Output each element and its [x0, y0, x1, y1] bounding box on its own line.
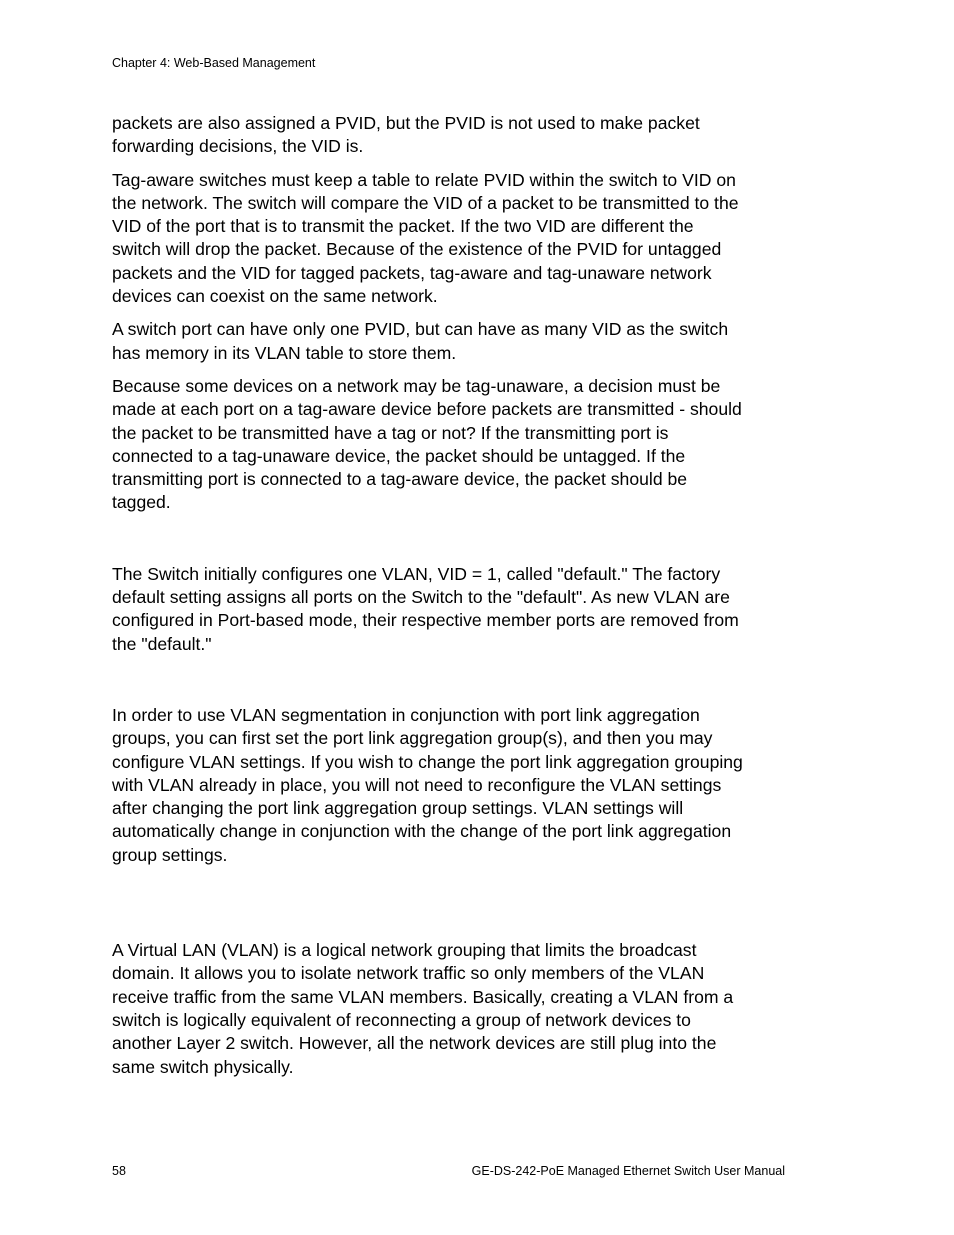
body-paragraph: Tag-aware switches must keep a table to relate PVID within the switch to VID on the network. The switch will compare the VID of a packet to be transmitted to the VID of the port that is to transmit the packet. If the two VID are different the switch will drop the packet. Because of the existence of the PVID for untagged packets and the VID for tagged packets, tag-aware and tag-unaware network devices can coexist on the same network.: [112, 169, 739, 307]
body-paragraph: Because some devices on a network may be tag-unaware, a decision must be made at each port on a tag-aware device before packets are transmitted - should the packet to be transmitted have a tag or not? If the transmitting port is connected to a tag-unaware device, the packet should be untagged. If the transmitting port is connected to a tag-aware device, the packet should be tagged.: [112, 375, 742, 513]
body-paragraph: In order to use VLAN segmentation in conjunction with port link aggregation groups, you can first set the port link aggregation group(s), and then you may configure VLAN settings. If you wish to change the port link aggregation grouping with VLAN already in place, you will not need to reconfigure the VLAN settings after changing the port link aggregation group settings. VLAN settings will automatically change in conjunction with the change of the port link aggregation group settings.: [112, 704, 743, 865]
page-number: 58: [112, 1164, 126, 1178]
body-paragraph: The Switch initially configures one VLAN, VID = 1, called "default." The factory default setting assigns all ports on the Switch to the "default". As new VLAN are configured in Port-based mode, their respective member ports are removed from the "default.": [112, 563, 739, 654]
body-paragraph: A switch port can have only one PVID, but can have as many VID as the switch has memory in its VLAN table to store them.: [112, 319, 729, 363]
page-body: [112, 112, 792, 1079]
body-paragraph: A Virtual LAN (VLAN) is a logical network grouping that limits the broadcast domain. It allows you to isolate network traffic so only members of the VLAN receive traffic from the same VLAN members. Basically, creating a VLAN from a switch is logically equivalent of reconnecting a group of network devices to another Layer 2 switch. However, all the network devices are still plug into the same switch physically.: [112, 940, 734, 1077]
body-paragraph: packets are also assigned a PVID, but the PVID is not used to make packet forwarding decisions, the VID is.: [112, 113, 700, 157]
running-header: Chapter 4: Web-Based Management: [112, 56, 316, 70]
manual-title: GE-DS-242-PoE Managed Ethernet Switch User Manual: [471, 1164, 785, 1178]
